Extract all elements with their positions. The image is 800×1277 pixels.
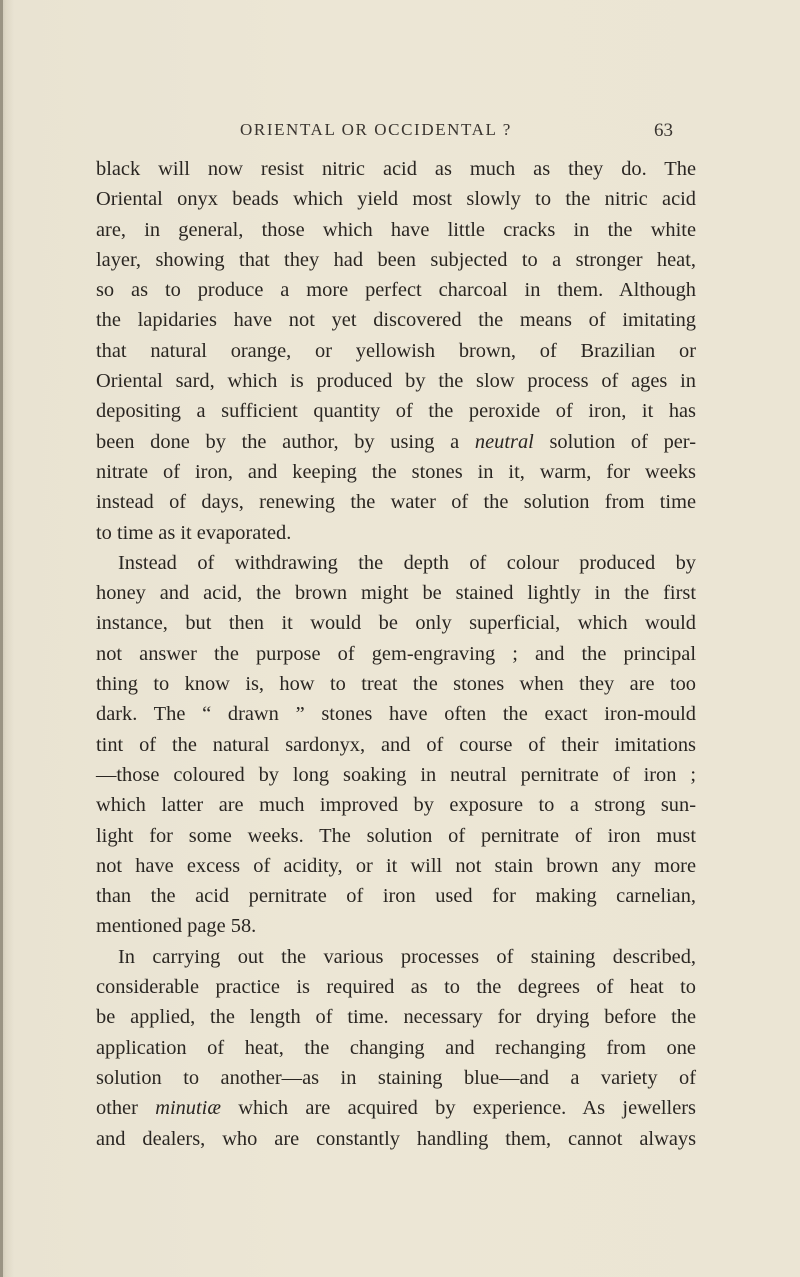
text-line: the lapidaries have not yet discovered the means of imitating [96,309,696,332]
italic-word: minutiæ [155,1097,221,1120]
text-run: solution of per- [533,430,696,453]
paragraph-end-line: mentioned page 58. [96,915,257,938]
text-run: which are acquired by experience. As jewellers [220,1097,696,1120]
text-line: —those coloured by long soaking in neutral pernitrate of iron ; [96,763,696,786]
text-line: that natural orange, or yellowish brown, of Brazilian or [96,339,696,362]
text-run: been done by the author, by using a [96,430,475,453]
page-number: 63 [654,120,673,141]
text-line: not answer the purpose of gem-engraving ; and the principal [96,642,696,665]
body-text [96,154,696,1154]
text-line: so as to produce a more perfect charcoal in them. Although [96,279,696,302]
text-line: application of heat, the changing and rechanging from one [96,1036,696,1059]
running-title: ORIENTAL OR OCCIDENTAL ? [240,120,512,139]
paragraph-end-line: to time as it evaporated. [96,521,292,544]
page-gutter-edge [0,0,3,1277]
text-line [96,427,696,457]
text-line: be applied, the length of time. necessary for drying before the [96,1006,696,1029]
text-line: honey and acid, the brown might be stained lightly in the first [96,582,696,605]
paragraph-start-line: In carrying out the various processes of staining described, [118,945,696,968]
text-line: solution to another—as in staining blue—and a variety of [96,1066,696,1089]
text-line: are, in general, those which have little cracks in the white [96,218,696,241]
text-run: other [96,1097,156,1120]
text-line: nitrate of iron, and keeping the stones in it, warm, for weeks [96,460,696,483]
running-head [0,120,800,142]
text-line: which latter are much improved by exposure to a strong sun- [96,794,696,817]
text-line: thing to know is, how to treat the stones when they are too [96,673,696,696]
text-line: not have excess of acidity, or it will not stain brown any more [96,854,696,877]
text-line: than the acid pernitrate of iron used for making carnelian, [96,885,696,908]
italic-word: neutral [474,430,534,453]
text-line: light for some weeks. The solution of pernitrate of iron must [96,824,696,847]
text-line: considerable practice is required as to the degrees of heat to [96,976,696,999]
text-line: instead of days, renewing the water of the solution from time [96,491,696,514]
text-line: instance, but then it would be only superficial, which would [96,612,696,635]
text-line: black will now resist nitric acid as much as they do. The [96,158,696,180]
text-line: and dealers, who are constantly handling them, cannot always [96,1127,696,1150]
text-line: depositing a sufficient quantity of the peroxide of iron, it has [96,400,696,423]
text-line: dark. The “ drawn ” stones have often the exact iron-mould [96,703,696,726]
paragraph-start-line: Instead of withdrawing the depth of colour produced by [118,551,696,574]
text-line: Oriental onyx beads which yield most slowly to the nitric acid [96,188,696,211]
text-line: tint of the natural sardonyx, and of course of their imitations [96,733,696,756]
text-line: Oriental sard, which is produced by the slow process of ages in [96,370,696,393]
text-line: layer, showing that they had been subjected to a stronger heat, [96,248,696,271]
text-line [96,1093,696,1123]
